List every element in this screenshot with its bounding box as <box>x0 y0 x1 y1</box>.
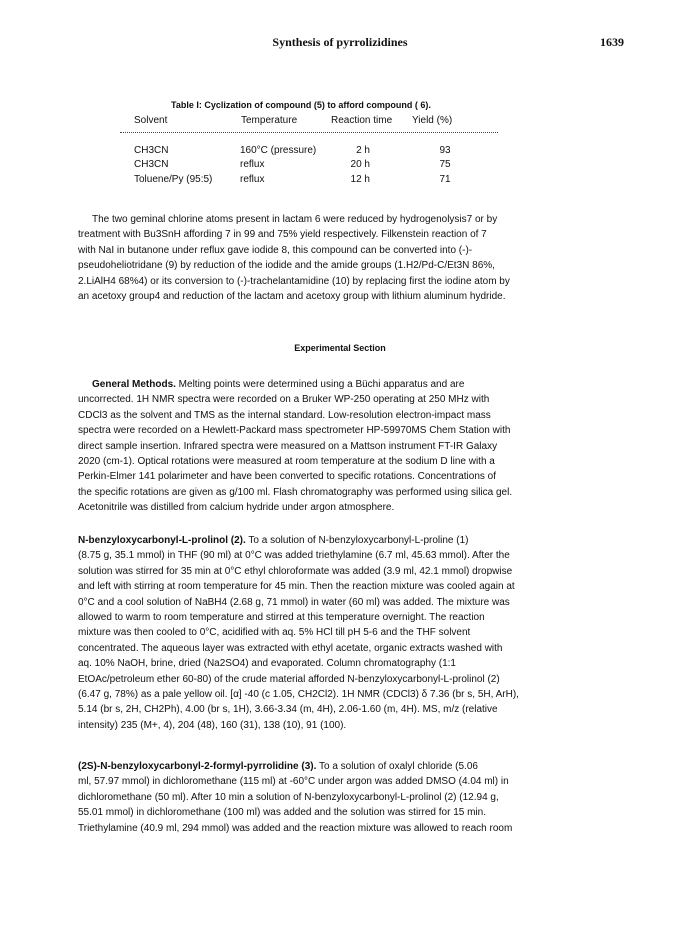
text-line <box>78 533 604 548</box>
text-line: CDCl3 as the solvent and TMS as the internal standard. Low-resolution electron-impact mass <box>78 409 491 421</box>
table-cell-yield: 75 <box>439 159 451 170</box>
table-header-reaction-time: Reaction time <box>331 115 393 126</box>
table-cell-temperature: reflux <box>240 159 265 170</box>
paragraph-formyl <box>78 759 604 836</box>
table-cell-temperature: reflux <box>240 174 265 185</box>
text-line <box>78 377 604 392</box>
text-fragment: To a solution of oxalyl chloride (5.06 <box>316 761 478 772</box>
table-cell-time: 2 h <box>356 145 370 156</box>
table-cell-time: 12 h <box>350 174 370 185</box>
table-row <box>0 174 680 188</box>
table-cell-yield: 93 <box>439 145 451 156</box>
text-line: (6.47 g, 78%) as a pale yellow oil. [α] -40 (c 1.05, CH2Cl2). 1H NMR (CDCl3) δ 7.36 (br s, 5H, ArH), <box>78 688 519 700</box>
text-line: ml, 57.97 mmol) in dichloromethane (115 ml) at -60°C under argon was added DMSO (4.04 ml) in <box>78 776 509 788</box>
text-line: Perkin-Elmer 141 polarimeter and have been converted to specific rotations. Concentrations of <box>78 471 497 483</box>
table-cell-yield: 71 <box>439 174 451 185</box>
text-line: allowed to warm to room temperature and stirred at this temperature overnight. The reaction <box>78 611 485 623</box>
table-cell-time: 20 h <box>350 159 370 170</box>
table-cell-solvent: CH3CN <box>134 145 169 156</box>
text-line: 2020 (cm-1). Optical rotations were measured at room temperature at the sodium D line with a <box>78 455 495 467</box>
table-row <box>0 145 680 159</box>
text-line: aq. 10% NaOH, brine, dried (Na2SO4) and evaporated. Column chromatography (1:1 <box>78 658 456 670</box>
table-header-solvent: Solvent <box>134 115 168 126</box>
text-line: pseudoheliotridane (9) by reduction of the iodide and the amide groups (1.H2/Pd-C/Et3N 86%, <box>78 260 495 272</box>
text-line: 55.01 mmol) in dichloromethane (100 ml) was added and the solution was stirred for 15 min. <box>78 807 486 819</box>
text-line: spectra were recorded on a Hewlett-Packard mass spectrometer HP-59970MS Chem Station with <box>78 425 511 437</box>
table-caption: Table I: Cyclization of compound (5) to afford compound ( 6). <box>171 100 431 110</box>
text-line: (8.75 g, 35.1 mmol) in THF (90 ml) at 0°C was added triethylamine (6.7 ml, 45.63 mmol). After the <box>78 550 510 562</box>
page-number: 1639 <box>600 35 624 49</box>
text-line: EtOAc/petroleum ether 60-80) of the crude material afforded N-benzyloxycarbonyl-L-prolinol (2) <box>78 673 500 685</box>
text-line: an acetoxy group4 and reduction of the lactam and acetoxy group with lithium aluminum hydride. <box>78 290 506 302</box>
text-line: and left with stirring at room temperature for 45 min. Then the reaction mixture was cooled again at <box>78 581 515 593</box>
text-line: Triethylamine (40.9 ml, 294 mmol) was added and the reaction mixture was allowed to reach room <box>78 822 513 834</box>
text-line: concentrated. The aqueous layer was extracted with ethyl acetate, organic extracts washed with <box>78 642 503 654</box>
text-line: the specific rotations are given as g/100 ml. Flash chromatography was performed using silica gel. <box>78 486 513 498</box>
table-header-yield: Yield (%) <box>412 115 453 126</box>
text-fragment: To a solution of N-benzyloxycarbonyl-L-proline (1) <box>245 535 469 546</box>
text-line: 2.LiAlH4 68%4) or its conversion to (-)-trachelantamidine (10) by replacing first the iodine atom by <box>78 275 510 287</box>
paragraph-lead: (2S)-N-benzyloxycarbonyl-2-formyl-pyrrolidine (3). <box>78 761 317 772</box>
text-line: intensity) 235 (M+, 4), 204 (48), 160 (31), 138 (10), 91 (100). <box>78 719 347 731</box>
text-line: solution was stirred for 35 min at 0°C ethyl chloroformate was added (3.9 ml, 42.1 mmol) dropwise <box>78 565 513 577</box>
text-line: direct sample insertion. Infrared spectra were measured on a Mattson instrument FT-IR Galaxy <box>78 440 498 452</box>
text-line: 0°C and a cool solution of NaBH4 (2.68 g, 71 mmol) in water (60 ml) was added. The mixture was <box>78 596 510 608</box>
table-divider <box>120 132 498 133</box>
paragraph-prolinol <box>78 533 604 733</box>
text-fragment: Melting points were determined using a Büchi apparatus and are <box>175 379 465 390</box>
table-cell-temperature: 160°C (pressure) <box>240 145 317 156</box>
text-line: treatment with Bu3SnH affording 7 in 99 and 75% yield respectively. Filkenstein reaction of 7 <box>78 229 487 241</box>
table-cell-solvent: Toluene/Py (95:5) <box>134 174 213 185</box>
table-row <box>0 159 680 173</box>
text-line: uncorrected. 1H NMR spectra were recorded on a Bruker WP-250 operating at 250 MHz with <box>78 394 490 406</box>
paragraph-general-methods <box>78 377 604 516</box>
text-line: Acetonitrile was distilled from calcium hydride under argon atmosphere. <box>78 502 395 514</box>
text-line <box>78 759 604 774</box>
text-line: 5.14 (br s, 2H, CH2Ph), 4.00 (br s, 1H), 3.66-3.34 (m, 4H), 2.06-1.60 (m, 4H). MS, m/z (relative <box>78 704 498 716</box>
text-line: The two geminal chlorine atoms present in lactam 6 were reduced by hydrogenolysis7 or by <box>92 214 498 225</box>
paragraph-reduction <box>78 212 604 304</box>
text-line: mixture was then cooled to 0°C, acidified with aq. 5% HCl till pH 5-6 and the THF solvent <box>78 627 471 639</box>
text-line: with NaI in butanone under reflux gave iodide 8, this compound can be converted into (-)- <box>78 244 473 256</box>
table-header-temperature: Temperature <box>241 115 298 126</box>
section-heading: Experimental Section <box>294 343 386 353</box>
paragraph-lead: N-benzyloxycarbonyl-L-prolinol (2). <box>78 535 246 546</box>
text-line: dichloromethane (50 ml). After 10 min a solution of N-benzyloxycarbonyl-L-prolinol (2) (12.94 g, <box>78 791 499 803</box>
table-header-row <box>0 115 680 129</box>
table-cell-solvent: CH3CN <box>134 159 169 170</box>
paragraph-lead: General Methods. <box>92 379 176 390</box>
running-title: Synthesis of pyrrolizidines <box>272 35 408 49</box>
